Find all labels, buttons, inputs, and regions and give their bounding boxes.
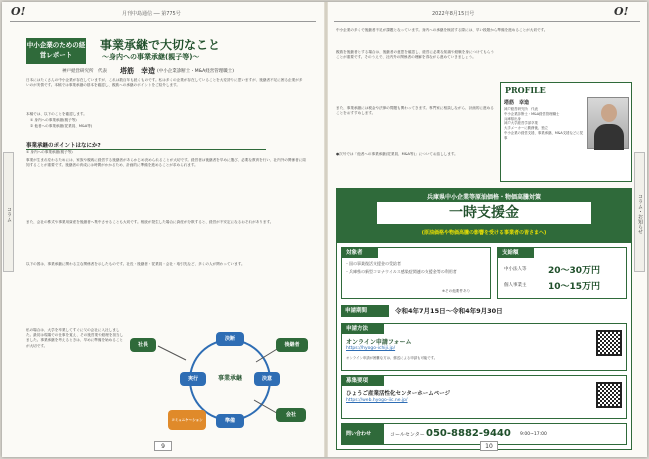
method-title: オンライン申請フォーム	[346, 339, 412, 346]
amount-row-2-value: 10～15万円	[548, 282, 601, 292]
target-note: ※その他要件あり	[442, 289, 471, 293]
period-value: 令和4年7月15日～令和4年9月30日	[395, 307, 503, 315]
profile-box	[500, 82, 632, 182]
method-note: オンライン申請が困難な方は、郵送による申請も可能です。	[346, 356, 438, 360]
diagram-node-company: 会社	[276, 408, 306, 422]
right-body-3: また、事業承継には税金や法律の問題も関わってきます。専門家に相談しながら、計画的に進めることをおすすめします。	[336, 106, 494, 116]
right-page-number: 10	[480, 441, 498, 451]
section-heading: 事業承継のポイントはなにか?	[26, 141, 266, 150]
inquiry-hours: 9:00~17:00	[520, 432, 547, 437]
inquiry-label: 問い合わせ	[342, 424, 384, 444]
article-subtitle: ～身内への事業承継(親子等)～	[102, 53, 200, 61]
target-box	[341, 247, 491, 299]
author-org: 神戸経営研究所 代表	[62, 69, 107, 74]
magazine-logo-right: O!	[614, 5, 629, 18]
magazine-spread	[2, 2, 647, 457]
amount-label: 支給額	[498, 248, 534, 258]
method-label: 申請方法	[342, 324, 384, 334]
left-page-number: 9	[154, 441, 172, 451]
amount-row-2-label: 個人事業主	[504, 283, 527, 288]
list-item-2: ② 他者への事業承継(従業員、M&A等)	[30, 124, 93, 128]
method-box	[341, 323, 627, 371]
left-side-tab: コラム	[3, 152, 14, 272]
profile-name: 塔筋 幸造	[504, 100, 530, 106]
ad-title-small: 兵庫県中小企業等原油価格・物価高騰対策	[426, 194, 541, 201]
left-header-title: 月刊中島通信 ── 第775号	[122, 11, 181, 17]
magazine-logo-left: O!	[11, 5, 26, 18]
target-item-1: ・国の事業復活支援金の受給者	[345, 261, 401, 266]
profile-label: PROFILE	[505, 85, 546, 95]
list-item-1: ① 身内への事業承継(親子等)	[30, 118, 77, 122]
profile-photo	[587, 97, 629, 149]
right-body-2: 親族を後継者とする場合は、後継者の意思を確認し、経営に必要な知識や経験を身につけてもらうことが重要です。そのうえで、社内外の関係者の理解を得ながら進めていきましょう。	[336, 50, 495, 60]
section-subheading: ① 身内への事業承継(親子等)	[26, 150, 73, 154]
method-qr-code[interactable]	[596, 330, 622, 356]
diagram-node-ceo: 社長	[130, 338, 156, 352]
succession-diagram	[130, 320, 310, 440]
diagram-node-resolve: 決意	[254, 372, 280, 386]
right-body-1: 中小企業の多くで後継者不足が課題となっています。身内への承継を検討する際には、早い段階から準備を進めることが大切です。	[336, 28, 548, 32]
right-header-title: 2022年8月15日号	[432, 11, 475, 17]
body-paragraph-3: 以下の図は、事業承継に関わる主な関係者を示したものです。社長・後継者・従業員・会社・取引先など、多くの人が関わっています。	[26, 262, 245, 266]
method-url[interactable]: https://hyogo-ichiji.jp/	[346, 346, 396, 351]
author-role: (中小企業診断士・M&A経営管理職士)	[157, 69, 234, 74]
left-header-rule	[10, 21, 316, 22]
subsidy-ad	[336, 188, 632, 450]
profile-text: 神戸経営研究所 代表 中小企業診断士・M&A経営管理職士 兵庫県出身 神戸大学経営学部卒業 大手メーカーに勤務後、独立 中小企業の経営支援、事業承継、M&A支援などに従事	[504, 107, 584, 140]
recruit-url[interactable]: https://web.hyogo-iic.ne.jp/	[346, 398, 408, 403]
body-paragraph-1: 事業が生まれ変わるためには、家族や親戚に経営する後継者があらかじめ決められることが大切です。経営者は後継者を早めに選び、必要な教育を行い、社内外の関係者に周知することが重要です。後継者の育成には時間がかかるため、計画的に準備を進めることが求められます。	[26, 158, 306, 168]
right-header-rule	[334, 21, 640, 22]
inquiry-phone[interactable]: 050-8882-9440	[426, 428, 511, 439]
series-label: 中小企業のための経営レポート	[26, 38, 86, 64]
diagram-node-prepare: 準備	[216, 414, 244, 428]
ad-subtitle: (原油価格や物価高騰の影響を受ける事業者の皆さまへ)	[421, 230, 547, 236]
amount-row-1-value: 20～30万円	[548, 266, 601, 276]
target-label: 対象者	[342, 248, 378, 258]
intro-paragraph: 日本にはたくさんの中小企業が存在していますが、これは数百年も続くものです。私は多くの企業が存在していることを大変誇りに思いますが、後継者不足に困る企業が多いのが実情です。本稿では事業承継の基本を確認し、親族への承継のポイントをご紹介します。	[26, 78, 303, 88]
diagram-node-communication: コミュニケーション	[168, 410, 206, 430]
target-item-2: ・兵庫県の新型コロナウイルス感染症関連の支援金等の利用者	[345, 269, 457, 274]
diagram-node-execute: 実行	[180, 372, 206, 386]
body-paragraph-4: 私の場合は、大学を卒業してすぐに父の会社に入社しました。最初は現場での仕事を覚え、その後営業や経理を担当しました。事業承継を考えるときは、早めに準備を始めることが大切です。	[26, 328, 124, 348]
diagram-center: 事業承継	[217, 375, 242, 382]
period-label: 申請期間	[341, 305, 389, 317]
amount-box	[497, 247, 627, 299]
recruit-label: 募集要項	[342, 376, 384, 386]
amount-row-1-label: 中小法人等	[504, 267, 527, 272]
article-title: 事業承継で大切なこと	[100, 38, 221, 52]
author-name: 塔筋 幸造	[120, 66, 155, 75]
body-paragraph-2: また、会社の株式や事業用資産を後継者へ集中させることも大切です。相続が発生した場合に資産が分散すると、経営が不安定になるおそれがあります。	[26, 220, 274, 224]
right-side-tab: コラム・お知らせ	[634, 152, 645, 272]
ad-title-big: 一時支援金	[377, 202, 591, 224]
recruit-title: ひょうご産業活性化センターホームページ	[346, 391, 451, 397]
diagram-node-decision: 決断	[216, 332, 244, 346]
recruit-box	[341, 375, 627, 419]
recruit-qr-code[interactable]	[596, 382, 622, 408]
list-title: 本稿では、以下のことを確認します。	[26, 112, 87, 116]
right-body-4: ●次号では「他者への事業承継(従業員、M&A等)」についてお話しします。	[336, 152, 458, 156]
inquiry-prefix: コールセンター	[390, 432, 425, 438]
diagram-node-successor: 後継者	[276, 338, 308, 352]
ad-header	[337, 189, 631, 243]
page-gutter	[324, 2, 328, 457]
